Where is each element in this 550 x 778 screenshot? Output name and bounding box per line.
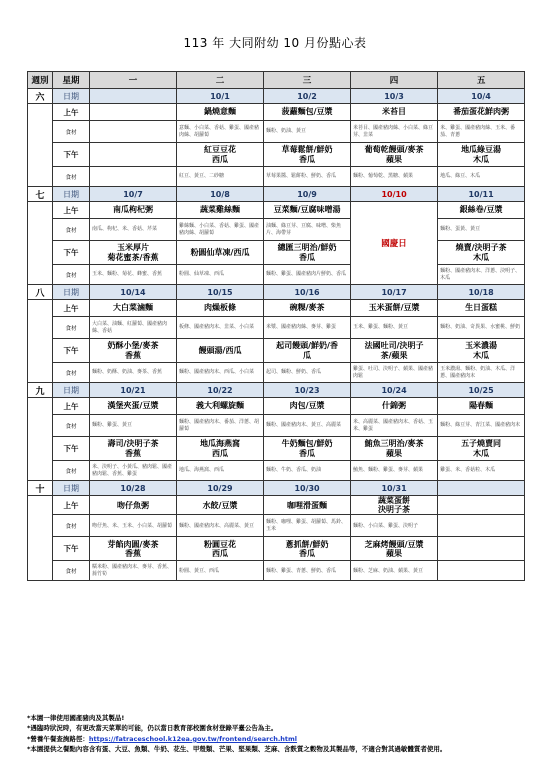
date-tue: 10/22 [177,383,264,398]
am-ingredients-mon: 南瓜、枸杞、米、香菇、芹菜 [90,219,177,241]
pm-dish-fri: 地瓜綠豆湯 木瓜 [438,143,525,167]
date-wed: 10/30 [264,481,351,496]
date-wed: 10/16 [264,285,351,300]
date-label: 日期 [53,481,90,496]
week-date-row [28,187,525,202]
ingredients-label: 食材 [53,219,90,241]
pm-label: 下午 [53,339,90,363]
am-ingredients-wed: 米漿、國產豬肉絲、麥芽、雞蛋 [264,317,351,339]
week-spacer [28,496,53,581]
week-date-row [28,383,525,398]
week-spacer [28,300,53,383]
date-mon: 10/28 [90,481,177,496]
week-number: 十 [28,481,53,496]
am-ingredients-fri: 麵粉、綠豆芽、青江菜、國產豬肉末 [438,415,525,437]
header-thu: 四 [351,72,438,89]
pm-ingredients-tue: 紅豆、黃豆、二砂糖 [177,167,264,187]
note-allergen: *本園提供之餐點內容含有蛋、大豆、魚類、牛奶、花生、甲殼類、芒果、堅果類、芝麻、含麩質之穀物及其製品等，不適合對其過敏體質者使用。 [27,745,447,754]
am-dish-mon: 南瓜枸杞粥 [90,202,177,219]
ingredients-label: 食材 [53,317,90,339]
am-dish-fri: 生日蛋糕 [438,300,525,317]
am-ingredients-thu: 米苔目、國產豬肉絲、小白菜、綠豆芽、韭菜 [351,121,438,143]
pm-ingredients-fri: 玉米濃湯、麵粉、奶油、木瓜、洋蔥、國產豬肉末 [438,363,525,383]
am-ingredients-tue: 板條、國產豬肉末、韭菜、小白菜 [177,317,264,339]
pm-dish-mon [90,143,177,167]
am-dish-wed: 菠蘿麵包/豆漿 [264,104,351,121]
footer-notes [27,713,527,755]
pm-ingredients-thu: 麵粉、芝麻、奶油、蘋果、黃豆 [351,561,438,581]
ingredients-label: 食材 [53,461,90,481]
date-thu: 10/24 [351,383,438,398]
pm-ingredients-fri [438,561,525,581]
date-fri: 10/18 [438,285,525,300]
am-dish-wed: 咖哩滑蛋麵 [264,496,351,515]
pm-dish-wed: 蔥抓餅/鮮奶 香瓜 [264,537,351,561]
page-title: 113 年 大同附幼 10 月份點心表 [183,36,367,50]
date-thu: 10/10 [351,187,438,202]
note-pork: *本園一律使用國產豬肉及其製品! [27,714,125,722]
date-label: 日期 [53,187,90,202]
am-dish-fri: 陽春麵 [438,398,525,415]
week-number: 九 [28,383,53,398]
date-fri [438,481,525,496]
am-ingredients-mon: 大白菜、油麵、紅蘿蔔、國產豬肉絲、香菇 [90,317,177,339]
am-ingredients-row [28,317,525,339]
date-wed: 10/9 [264,187,351,202]
pm-dish-mon: 芽餡肉圓/麥茶 香蕉 [90,537,177,561]
pm-row [28,143,525,167]
header-fri: 五 [438,72,525,89]
pm-dish-fri [438,537,525,561]
am-ingredients-fri: 米、雞蛋、國產豬肉絲、玉米、番茄、青蔥 [438,121,525,143]
ingredients-label: 食材 [53,363,90,383]
am-label: 上午 [53,104,90,121]
pm-dish-tue: 饅頭湯/西瓜 [177,339,264,363]
pm-row [28,437,525,461]
am-ingredients-fri [438,515,525,537]
pm-dish-mon: 玉米厚片 菊花蜜茶/香蕉 [90,241,177,265]
holiday-thu: 國慶日 [351,202,438,285]
pm-ingredients-tue: 粉圓、仙草凍、西瓜 [177,265,264,285]
am-row [28,202,525,219]
pm-row [28,339,525,363]
am-ingredients-wed: 麵粉、國產豬肉末、黃豆、高麗菜 [264,415,351,437]
am-row [28,398,525,415]
week-date-row [28,285,525,300]
pm-dish-fri: 玉米濃湯 木瓜 [438,339,525,363]
date-fri: 10/25 [438,383,525,398]
am-ingredients-thu: 米、高麗菜、國產豬肉末、香菇、玉米、雞蛋 [351,415,438,437]
ingredients-label: 食材 [53,561,90,581]
date-mon [90,89,177,104]
pm-ingredients-wed: 麵粉、雞蛋、國產豬肉片鮮奶、香瓜 [264,265,351,285]
pm-dish-mon: 壽司/決明子茶 香蕉 [90,437,177,461]
am-dish-wed: 豆菜麵/豆腐味噌湯 [264,202,351,219]
header-row [28,72,525,89]
am-ingredients-wed: 麵粉、咖哩、雞蛋、胡蘿蔔、馬鈴、玉米 [264,515,351,537]
ingredients-label: 食材 [53,415,90,437]
week-number: 七 [28,187,53,202]
date-label: 日期 [53,383,90,398]
pm-label: 下午 [53,437,90,461]
am-dish-tue: 義大利螺旋麵 [177,398,264,415]
am-ingredients-row [28,415,525,437]
note-lunch-query: *營養午餐查詢路徑：https://fatraceschool.k12ea.gov.tw/frontend/search.html [27,734,298,743]
pm-ingredients-thu: 麵粉、葡萄乾、黑糖、蘋果 [351,167,438,187]
am-ingredients-thu: 麵粉、小白菜、雞蛋、決明子 [351,515,438,537]
am-dish-tue: 水餃/豆漿 [177,496,264,515]
header-mon: 一 [90,72,177,89]
pm-dish-tue: 紅豆豆花 西瓜 [177,143,264,167]
am-label: 上午 [53,202,90,219]
am-label: 上午 [53,398,90,415]
am-dish-fri: 番茄蛋花鮮肉粥 [438,104,525,121]
header-week: 週別 [28,72,53,89]
pm-ingredients-mon: 玉米、麵粉、菊花、蜂蜜、香蕉 [90,265,177,285]
header-tue: 二 [177,72,264,89]
pm-ingredients-fri: 麵粉、國產豬肉末、洋蔥、決明子、木瓜 [438,265,525,285]
am-ingredients-row [28,121,525,143]
lunch-query-link[interactable]: https://fatraceschool.k12ea.gov.tw/frontend/search.html [88,734,298,743]
date-mon: 10/14 [90,285,177,300]
am-label: 上午 [53,496,90,515]
header-weekday: 星期 [53,72,90,89]
am-ingredients-fri: 麵粉、蛋黃、黃豆 [438,219,525,241]
am-ingredients-tue: 麵粉、國產豬肉末、番茄、洋蔥、胡蘿蔔 [177,415,264,437]
am-ingredients-tue: 意麵、小白菜、香菇、雞蛋、國產豬肉絲、胡蘿蔔 [177,121,264,143]
am-dish-tue: 肉燥板條 [177,300,264,317]
am-label: 上午 [53,300,90,317]
pm-dish-wed: 牛奶麵包/鮮奶 香瓜 [264,437,351,461]
date-mon: 10/7 [90,187,177,202]
am-ingredients-mon: 吻仔魚、米、玉米、小白菜、胡蘿蔔 [90,515,177,537]
am-dish-thu: 什錦粥 [351,398,438,415]
pm-ingredients-mon: 米、決明子、小黃瓜、豬肉鬆、國產豬肉鬆、香蕉、雞蛋 [90,461,177,481]
am-ingredients-mon: 麵粉、雞蛋、黃豆 [90,415,177,437]
pm-dish-wed: 總匯三明治/鮮奶 香瓜 [264,241,351,265]
pm-ingredients-row [28,167,525,187]
ingredients-label: 食材 [53,265,90,285]
am-ingredients-thu: 玉米、雞蛋、麵粉、黃豆 [351,317,438,339]
pm-ingredients-fri: 雞蛋、米、香菇粒、木瓜 [438,461,525,481]
pm-label: 下午 [53,143,90,167]
date-tue: 10/1 [177,89,264,104]
ingredients-label: 食材 [53,167,90,187]
am-dish-mon: 漢堡夾蛋/豆漿 [90,398,177,415]
date-fri: 10/4 [438,89,525,104]
am-ingredients-tue: 雞絲麵、小白菜、香菇、雞蛋、國產豬肉絲、胡蘿蔔 [177,219,264,241]
date-tue: 10/29 [177,481,264,496]
am-ingredients-row [28,515,525,537]
date-thu: 10/31 [351,481,438,496]
am-dish-tue: 鍋燒意麵 [177,104,264,121]
am-row [28,104,525,121]
am-ingredients-wed: 油麵、綠豆芽、豆腐、味噌、柴魚片、海帶芽 [264,219,351,241]
pm-ingredients-mon: 糯米粉、國產豬肉末、麥芽、香蕉、蕎竹筍 [90,561,177,581]
date-wed: 10/23 [264,383,351,398]
pm-ingredients-row [28,363,525,383]
am-row [28,300,525,317]
week-number: 八 [28,285,53,300]
pm-dish-fri: 燒賣/決明子茶 木瓜 [438,241,525,265]
pm-dish-wed: 草莓鬆餅/鮮奶 香瓜 [264,143,351,167]
pm-ingredients-wed: 麵粉、雞蛋、青蔥、鮮奶、香瓜 [264,561,351,581]
am-dish-fri [438,496,525,515]
pm-ingredients-tue: 粉圓、黃豆、西瓜 [177,561,264,581]
am-dish-fri: 銀絲卷/豆漿 [438,202,525,219]
ingredients-label: 食材 [53,121,90,143]
am-dish-thu: 玉米蛋餅/豆漿 [351,300,438,317]
am-row [28,496,525,515]
date-label: 日期 [53,285,90,300]
date-thu: 10/3 [351,89,438,104]
ingredients-label: 食材 [53,515,90,537]
date-thu: 10/17 [351,285,438,300]
pm-dish-thu: 鮪魚三明治/麥茶 蘋果 [351,437,438,461]
note-change: *遇臨時狀況時，有更改當天菜單的可能，仍以當日教育部校園食材登錄平臺公告為主。 [27,724,278,733]
am-dish-tue: 蔬菜雞絲麵 [177,202,264,219]
am-ingredients-mon [90,121,177,143]
pm-ingredients-tue: 麵粉、國產豬肉末、西瓜、小白菜 [177,363,264,383]
pm-dish-mon: 奶酥小堡/麥茶 香蕉 [90,339,177,363]
pm-row [28,537,525,561]
date-label: 日期 [53,89,90,104]
am-dish-mon: 吻仔魚粥 [90,496,177,515]
date-tue: 10/15 [177,285,264,300]
pm-ingredients-row [28,265,525,285]
am-dish-mon [90,104,177,121]
pm-dish-thu: 葡萄乾饅頭/麥茶 蘋果 [351,143,438,167]
am-dish-thu: 蔬菜蛋餅 決明子茶 [351,496,438,515]
pm-ingredients-thu: 雞蛋、吐司、決明子、蘋果、國產豬肉鬆 [351,363,438,383]
am-dish-mon: 大白菜滷麵 [90,300,177,317]
pm-label: 下午 [53,537,90,561]
pm-dish-wed: 起司饅頭/鮮奶/香 瓜 [264,339,351,363]
week-date-row [28,89,525,104]
am-ingredients-wed: 麵粉、奶油、黃豆 [264,121,351,143]
pm-dish-fri: 五子燒賣同 木瓜 [438,437,525,461]
week-date-row [28,481,525,496]
date-wed: 10/2 [264,89,351,104]
pm-ingredients-tue: 地瓜、海燕窩、西瓜 [177,461,264,481]
pm-ingredients-row [28,461,525,481]
date-fri: 10/11 [438,187,525,202]
pm-dish-tue: 地瓜海燕窩 西瓜 [177,437,264,461]
week-spacer [28,104,53,187]
week-number: 六 [28,89,53,104]
pm-ingredients-mon: 麵粉、奶酥、奶油、麥茶、香蕉 [90,363,177,383]
pm-dish-tue: 粉圓仙草凍/西瓜 [177,241,264,265]
week-spacer [28,202,53,285]
am-dish-thu: 米苔目 [351,104,438,121]
pm-ingredients-row [28,561,525,581]
pm-dish-tue: 粉圓豆花 西瓜 [177,537,264,561]
pm-ingredients-mon [90,167,177,187]
date-tue: 10/8 [177,187,264,202]
pm-ingredients-fri: 地瓜、綠豆、木瓜 [438,167,525,187]
snack-menu-table [27,71,525,581]
pm-ingredients-wed: 起司、麵粉、鮮奶、香瓜 [264,363,351,383]
pm-dish-thu: 芝麻烤饅頭/豆漿 蘋果 [351,537,438,561]
date-mon: 10/21 [90,383,177,398]
pm-ingredients-wed: 草莓果醬、鬆餅粉、鮮奶、香瓜 [264,167,351,187]
am-dish-wed: 肉包/豆漿 [264,398,351,415]
am-ingredients-row [28,219,525,241]
header-wed: 三 [264,72,351,89]
pm-row [28,241,525,265]
pm-dish-thu: 法國吐司/決明子 茶/蘋果 [351,339,438,363]
week-spacer [28,398,53,481]
pm-label: 下午 [53,241,90,265]
pm-ingredients-thu: 鮪魚、麵粉、雞蛋、麥芽、蘋果 [351,461,438,481]
am-ingredients-fri: 麵粉、奶油、奇異果、水蜜桃、鮮奶 [438,317,525,339]
pm-ingredients-wed: 麵粉、牛奶、香瓜、奶油 [264,461,351,481]
am-dish-wed: 碗粿/麥茶 [264,300,351,317]
am-ingredients-tue: 麵粉、國產豬肉末、高麗菜、黃豆 [177,515,264,537]
